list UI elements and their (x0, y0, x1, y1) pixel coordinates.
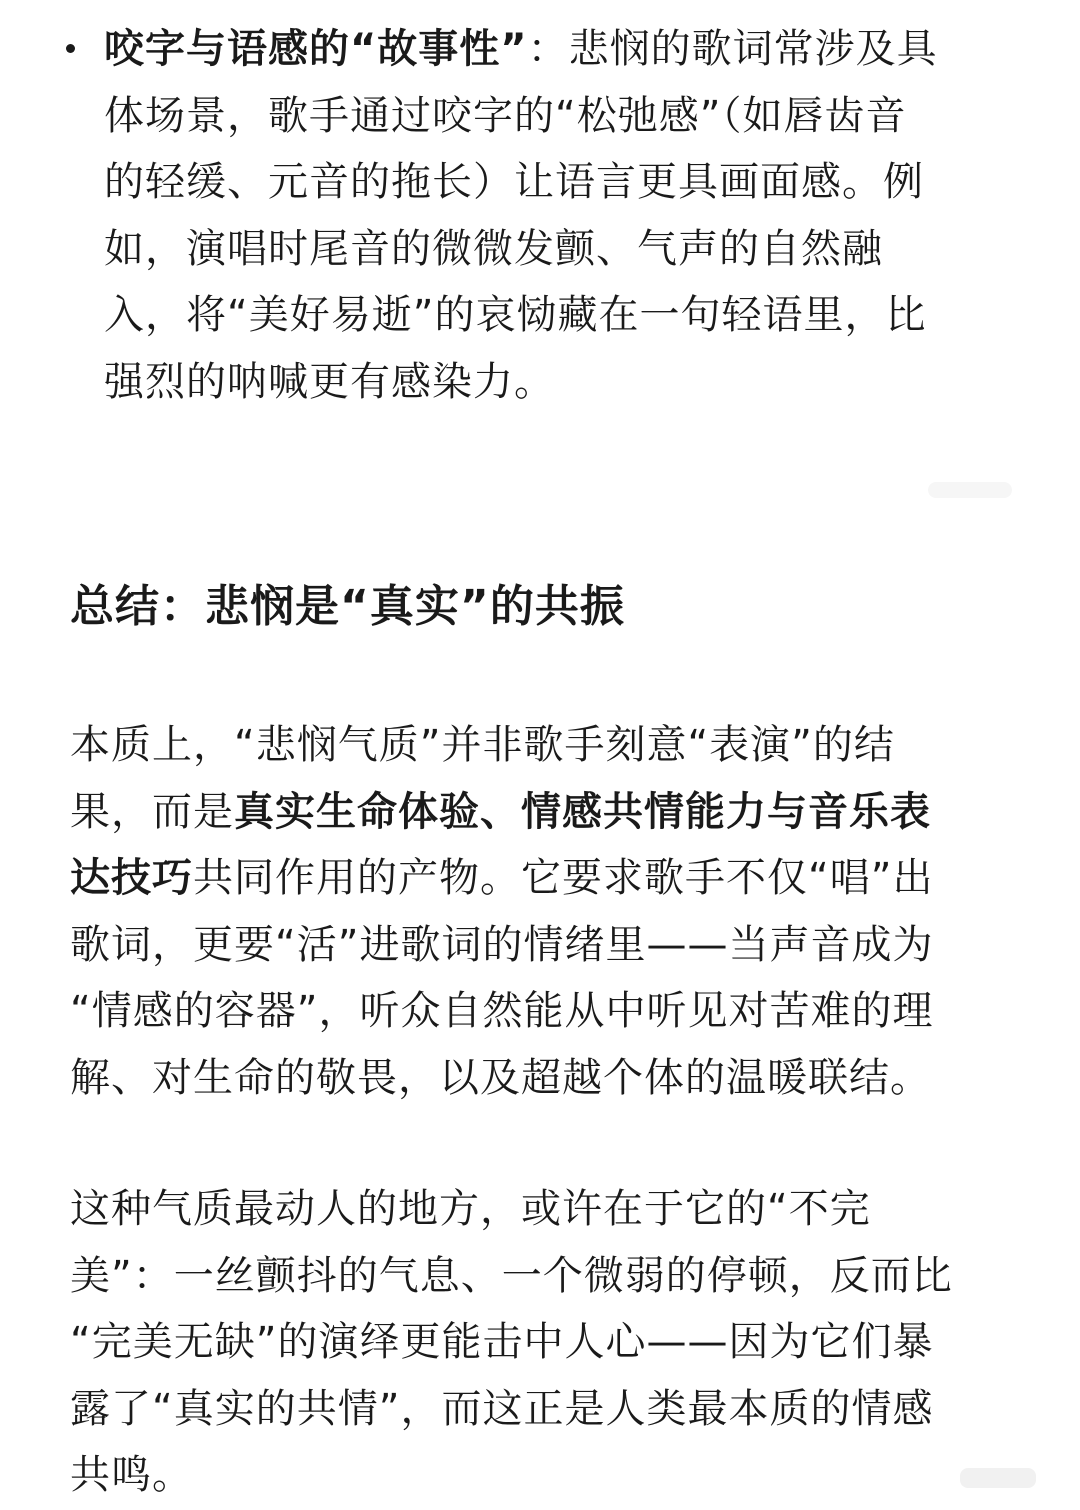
para1-text: 共同作用的产物。它要求歌手不仅“唱”出 (193, 855, 934, 901)
para1-line-5: “情感的容器”，听众自然能从中听见对苦难的理 (70, 988, 934, 1034)
summary-paragraph-1 (70, 712, 1020, 1111)
summary-paragraph-2 (70, 1176, 1020, 1509)
bullet-line-4: 如，演唱时尾音的微微发颤、气声的自然融 (104, 225, 883, 272)
para2-line-5: 共鸣。 (70, 1452, 193, 1498)
para1-line-3 (70, 845, 1020, 912)
para1-line-6: 解、对生命的敬畏，以及超越个体的温暖联结。 (70, 1054, 931, 1101)
bullet-line-5: 入，将“美好易逝”的哀恸藏在一句轻语里，比 (104, 292, 927, 338)
bullet-point-icon (66, 44, 75, 53)
para2-line-4: 露了“真实的共情”，而这正是人类最本质的情感 (70, 1385, 934, 1432)
para2-line-3: “完美无缺”的演绎更能击中人心——因为它们暴 (70, 1319, 934, 1365)
bullet-line-2: 体场景，歌手通过咬字的“松弛感”（如唇齿音 (104, 92, 907, 139)
para1-line-1: 本质上，“悲悯气质”并非歌手刻意“表演”的结 (70, 722, 895, 768)
bullet-line-3: 的轻缓、元音的拖长）让语言更具画面感。例 (104, 159, 924, 205)
bullet-line-1 (104, 16, 1016, 83)
para2-line-1: 这种气质最动人的地方，或许在于它的“不完 (70, 1186, 871, 1232)
para1-emphasis: 真实生命体验、情感共情能力与音乐表 (234, 788, 931, 835)
faint-watermark (928, 482, 1012, 498)
para1-line-4: 歌词，更要“活”进歌词的情绪里——当声音成为 (70, 921, 934, 968)
para1-text: 果，而是 (70, 788, 234, 835)
bullet-title: 咬字与语感的“故事性” (104, 26, 528, 72)
bullet-item (104, 16, 1016, 415)
para2-line-2: 美”：一丝颤抖的气息、一个微弱的停顿，反而比 (70, 1252, 953, 1299)
bullet-line-6: 强烈的呐喊更有感染力。 (104, 358, 555, 405)
para1-line-2 (70, 779, 1020, 846)
section-heading: 总结：悲悯是“真实”的共振 (70, 581, 625, 632)
bullet-text: ：悲悯的歌词常涉及具 (527, 26, 938, 72)
faint-watermark (960, 1468, 1036, 1488)
para1-emphasis-end: 达技巧 (70, 855, 193, 901)
